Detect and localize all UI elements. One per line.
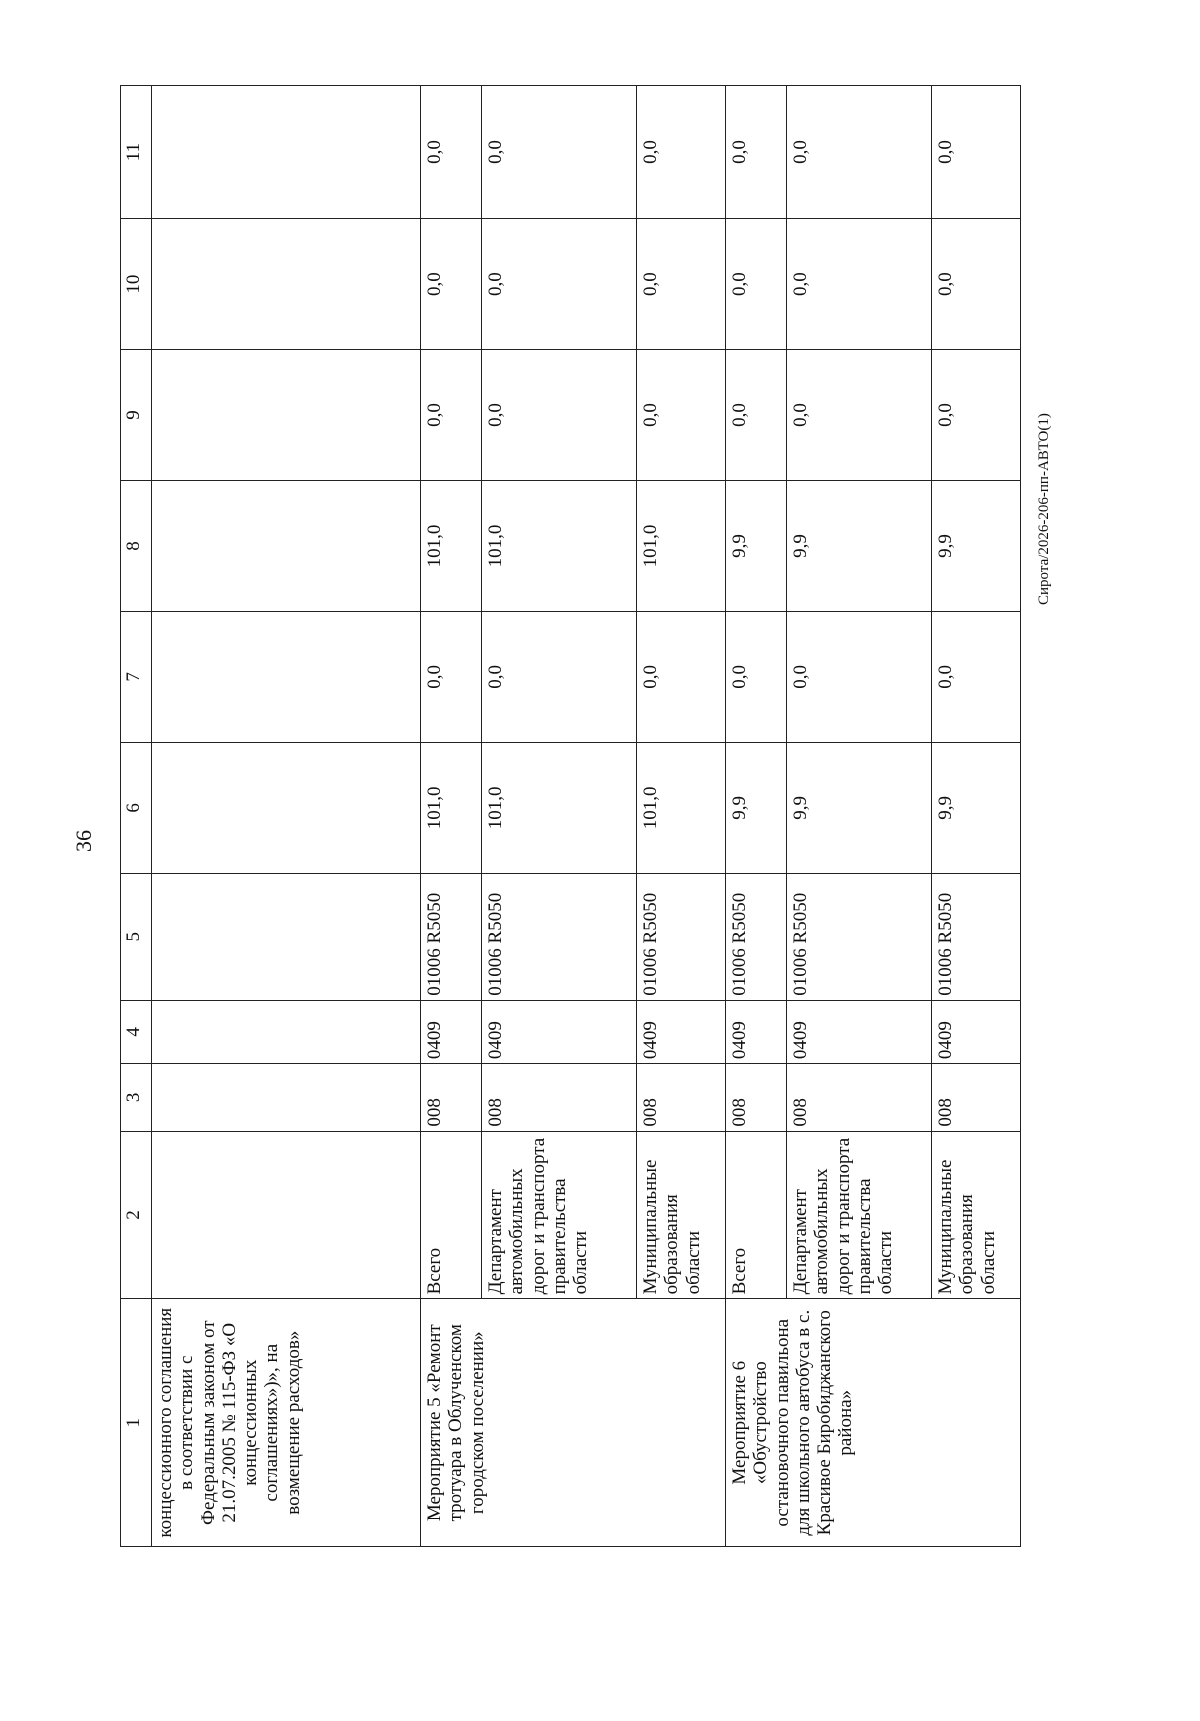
value-cell: 0,0 <box>421 350 482 481</box>
grbs-cell: 008 <box>421 1064 482 1132</box>
rzpr-cell: 0409 <box>787 1000 932 1063</box>
value-cell: 0,0 <box>482 219 637 350</box>
value-cell: 101,0 <box>637 742 726 873</box>
executor-cell <box>152 1131 421 1299</box>
executor-cell: Муниципальные образования области <box>932 1131 1021 1299</box>
grbs-cell <box>152 1064 421 1132</box>
measure-5-title: Мероприятие 5 «Ремонт тротуара в Облученском городском поселении» <box>421 1299 726 1547</box>
value-cell <box>152 480 421 611</box>
value-cell: 9,9 <box>932 742 1021 873</box>
col-header-2: 2 <box>121 1131 152 1299</box>
value-cell: 101,0 <box>482 480 637 611</box>
csr-cell <box>152 873 421 1000</box>
value-cell: 0,0 <box>726 611 787 742</box>
value-cell <box>152 86 421 219</box>
value-cell: 0,0 <box>726 86 787 219</box>
value-cell: 0,0 <box>787 350 932 481</box>
value-cell: 0,0 <box>726 219 787 350</box>
rzpr-cell: 0409 <box>726 1000 787 1063</box>
col-header-8: 8 <box>121 480 152 611</box>
grbs-cell: 008 <box>482 1064 637 1132</box>
csr-cell: 01006 R5050 <box>482 873 637 1000</box>
value-cell: 0,0 <box>787 86 932 219</box>
csr-cell: 01006 R5050 <box>421 873 482 1000</box>
grbs-cell: 008 <box>932 1064 1021 1132</box>
value-cell <box>152 742 421 873</box>
col-header-7: 7 <box>121 611 152 742</box>
rzpr-cell: 0409 <box>421 1000 482 1063</box>
csr-cell: 01006 R5050 <box>787 873 932 1000</box>
value-cell: 9,9 <box>726 480 787 611</box>
csr-cell: 01006 R5050 <box>932 873 1021 1000</box>
col-header-3: 3 <box>121 1064 152 1132</box>
grbs-cell: 008 <box>787 1064 932 1132</box>
table-row <box>421 86 482 1547</box>
table-row <box>152 86 421 1547</box>
value-cell: 9,9 <box>787 480 932 611</box>
measure-6-title: Мероприятие 6 «Обустройство остановочного павильона для школьного автобуса в с. Красивое Биробиджанского района» <box>726 1299 1021 1547</box>
value-cell: 0,0 <box>787 219 932 350</box>
col-header-5: 5 <box>121 873 152 1000</box>
csr-cell: 01006 R5050 <box>726 873 787 1000</box>
value-cell: 0,0 <box>637 611 726 742</box>
grbs-cell: 008 <box>637 1064 726 1132</box>
value-cell: 0,0 <box>932 219 1021 350</box>
value-cell: 101,0 <box>421 480 482 611</box>
col-header-4: 4 <box>121 1000 152 1063</box>
value-cell <box>152 350 421 481</box>
value-cell: 101,0 <box>637 480 726 611</box>
executor-cell: Всего <box>726 1131 787 1299</box>
rzpr-cell <box>152 1000 421 1063</box>
value-cell: 0,0 <box>787 611 932 742</box>
grbs-cell: 008 <box>726 1064 787 1132</box>
value-cell: 101,0 <box>421 742 482 873</box>
value-cell: 0,0 <box>421 219 482 350</box>
value-cell <box>152 219 421 350</box>
value-cell: 9,9 <box>932 480 1021 611</box>
col-header-1: 1 <box>121 1299 152 1547</box>
page-number: 36 <box>71 830 96 852</box>
document-code: Сирота/2026-206-пп-АВТО(1) <box>1036 413 1052 605</box>
col-header-11: 11 <box>121 86 152 219</box>
value-cell: 0,0 <box>482 350 637 481</box>
value-cell: 9,9 <box>726 742 787 873</box>
value-cell: 101,0 <box>482 742 637 873</box>
value-cell: 0,0 <box>482 86 637 219</box>
rzpr-cell: 0409 <box>637 1000 726 1063</box>
value-cell: 0,0 <box>726 350 787 481</box>
budget-table-rotated <box>120 85 1000 1547</box>
executor-cell: Всего <box>421 1131 482 1299</box>
value-cell: 0,0 <box>637 219 726 350</box>
col-header-10: 10 <box>121 219 152 350</box>
value-cell: 9,9 <box>787 742 932 873</box>
table-row <box>726 86 787 1547</box>
value-cell: 0,0 <box>932 350 1021 481</box>
budget-table <box>120 85 1021 1547</box>
value-cell: 0,0 <box>637 350 726 481</box>
executor-cell: Департамент автомобильных дорог и транспорта правительства области <box>787 1131 932 1299</box>
value-cell: 0,0 <box>932 86 1021 219</box>
rzpr-cell: 0409 <box>482 1000 637 1063</box>
value-cell <box>152 611 421 742</box>
value-cell: 0,0 <box>421 611 482 742</box>
measure-description: концессионного соглашения в соответствии с Федеральным законом от 21.07.2005 № 115-ФЗ «О концессионных соглашениях»)», на возмещение расходов» <box>152 1299 421 1547</box>
csr-cell: 01006 R5050 <box>637 873 726 1000</box>
col-header-6: 6 <box>121 742 152 873</box>
value-cell: 0,0 <box>932 611 1021 742</box>
rzpr-cell: 0409 <box>932 1000 1021 1063</box>
col-header-9: 9 <box>121 350 152 481</box>
value-cell: 0,0 <box>637 86 726 219</box>
value-cell: 0,0 <box>421 86 482 219</box>
header-row <box>121 86 152 1547</box>
value-cell: 0,0 <box>482 611 637 742</box>
executor-cell: Муниципальные образования области <box>637 1131 726 1299</box>
executor-cell: Департамент автомобильных дорог и транспорта правительства области <box>482 1131 637 1299</box>
